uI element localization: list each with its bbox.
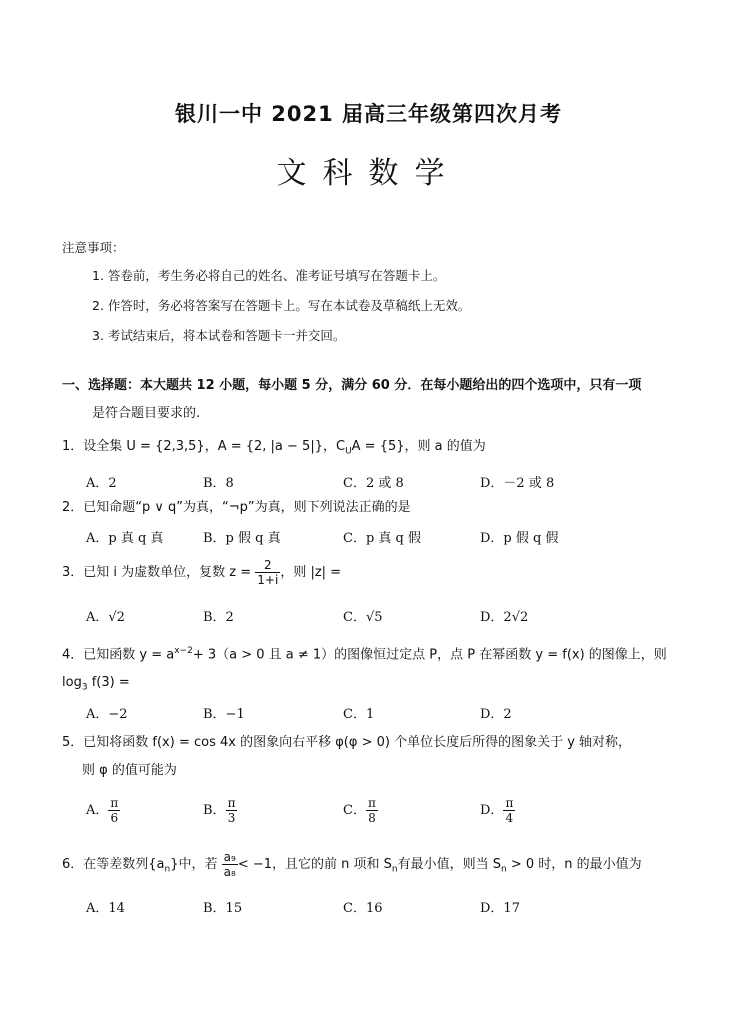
q5-c-num: π — [367, 796, 376, 810]
q6-frac-den: a₈ — [223, 865, 236, 879]
q6-option-a[interactable]: A．14 — [86, 901, 125, 916]
q5-option-b[interactable] — [203, 796, 237, 825]
q4-stem-2: + 3（a > 0 且 a ≠ 1）的图像恒过定点 P，点 P 在幂函数 y = f(x) 的图像上，则 — [192, 647, 667, 663]
q5-option-c[interactable] — [343, 796, 378, 825]
q3-frac-num: 2 — [255, 558, 280, 573]
q4-option-d[interactable]: D．2 — [480, 707, 512, 722]
q4-option-c[interactable]: C．1 — [343, 707, 375, 722]
q6-sub-d: n — [501, 864, 507, 875]
question-4 — [62, 640, 682, 699]
notes-heading: 注意事项： — [62, 240, 125, 255]
q6-stem-b: }中，若 — [170, 857, 218, 872]
question-2: 2．已知命题“p ∨ q”为真，“¬p”为真，则下列说法正确的是 — [62, 500, 411, 515]
question-3 — [62, 558, 682, 587]
q5-c-frac — [366, 796, 378, 825]
q5-b-den: 3 — [227, 811, 236, 825]
q1-option-a[interactable]: A．2 — [86, 476, 117, 491]
note-item: 3. 考试结束后，将本试卷和答题卡一并交回。 — [92, 328, 346, 343]
q3-stem-a: 3．已知 i 为虚数单位，复数 z = — [62, 565, 252, 580]
q5-d-label: D． — [480, 803, 504, 818]
q5-option-d[interactable] — [480, 796, 515, 825]
q6-sub-c: n — [391, 864, 398, 875]
q2-option-b[interactable]: B．p 假 q 真 — [203, 531, 281, 546]
q5-c-label: C． — [343, 803, 366, 818]
q6-option-c[interactable]: C．16 — [343, 901, 383, 916]
question-1 — [62, 436, 682, 463]
q1-stem: 1．设全集 U = {2,3,5}，A = {2, |a − 5|}，C — [62, 439, 346, 454]
q1-sub: U — [345, 446, 352, 457]
question-6 — [62, 850, 682, 881]
q6-fraction — [222, 850, 238, 879]
q4-stem-3b: f(3) = — [87, 675, 130, 691]
q2-option-c[interactable]: C．p 真 q 假 — [343, 531, 421, 546]
q3-option-b[interactable]: B．2 — [203, 610, 234, 625]
q5-a-label: A． — [86, 803, 109, 818]
q5-stem-2: 则 φ 的值可能为 — [82, 763, 177, 778]
q5-c-den: 8 — [368, 811, 376, 825]
q5-b-label: B． — [203, 803, 226, 818]
q6-option-b[interactable]: B．15 — [203, 901, 243, 916]
q3-option-c[interactable]: C．√5 — [343, 610, 383, 625]
q1-stem-2: A = {5}，则 a 的值为 — [351, 439, 486, 454]
question-5 — [62, 732, 682, 782]
q5-a-frac — [108, 796, 120, 825]
q6-stem-c: < −1，且它的前 n 项和 S — [237, 857, 392, 872]
q4-log-base: 3 — [81, 682, 88, 693]
section-head-line: 一、选择题：本大题共 12 小题，每小题 5 分，满分 60 分．在每小题给出的四个选项中，只有一项 — [62, 378, 642, 393]
q6-stem-a: 6．在等差数列{a — [62, 857, 165, 872]
q3-stem-b: ，则 |z| = — [280, 565, 342, 580]
q5-b-num: π — [227, 796, 236, 810]
q1-option-c[interactable]: C．2 或 8 — [343, 476, 404, 491]
exam-title: 银川一中 2021 届高三年级第四次月考 — [174, 102, 563, 126]
q4-stem: 4．已知函数 y = a — [62, 647, 175, 663]
q5-stem: 5．已知将函数 f(x) = cos 4x 的图象向右平移 φ(φ > 0) 个单位长度后所得的图象关于 y 轴对称， — [62, 735, 632, 750]
q5-option-a[interactable] — [86, 796, 120, 825]
q2-option-d[interactable]: D．p 假 q 假 — [480, 531, 559, 546]
q3-frac-den: 1+i — [257, 573, 279, 587]
q5-b-frac — [226, 796, 238, 825]
q5-a-den: 6 — [110, 811, 119, 825]
q4-option-b[interactable]: B．−1 — [203, 707, 245, 722]
q5-d-den: 4 — [505, 811, 514, 825]
q6-stem-e: > 0 时，n 的最小值为 — [506, 857, 642, 872]
note-item: 1. 答卷前，考生务必将自己的姓名、准考证号填写在答题卡上。 — [92, 268, 446, 283]
q6-frac-num: a₉ — [223, 850, 236, 864]
q4-sup: x−2 — [174, 646, 193, 656]
q1-option-b[interactable]: B．8 — [203, 476, 234, 491]
q6-stem-d: 有最小值，则当 S — [397, 857, 502, 872]
q5-d-num: π — [505, 796, 514, 810]
q5-a-num: π — [110, 796, 119, 810]
q4-option-a[interactable]: A．−2 — [86, 707, 128, 722]
q3-option-d[interactable]: D．2√2 — [480, 610, 529, 625]
q4-stem-3: log — [62, 675, 82, 691]
section-header — [62, 372, 682, 428]
note-item: 2. 作答时，务必将答案写在答题卡上。写在本试卷及草稿纸上无效。 — [92, 298, 471, 313]
q3-option-a[interactable]: A．√2 — [86, 610, 125, 625]
section-head-cont: 是符合题目要求的. — [92, 406, 201, 421]
q2-option-a[interactable]: A．p 真 q 真 — [86, 531, 164, 546]
q3-fraction — [255, 558, 280, 587]
exam-subtitle: 文科数学 — [276, 156, 461, 191]
q6-option-d[interactable]: D．17 — [480, 901, 520, 916]
q1-option-d[interactable]: D．－2 或 8 — [480, 476, 555, 491]
q6-sub-a: n — [164, 864, 171, 875]
q5-d-frac — [503, 796, 515, 825]
